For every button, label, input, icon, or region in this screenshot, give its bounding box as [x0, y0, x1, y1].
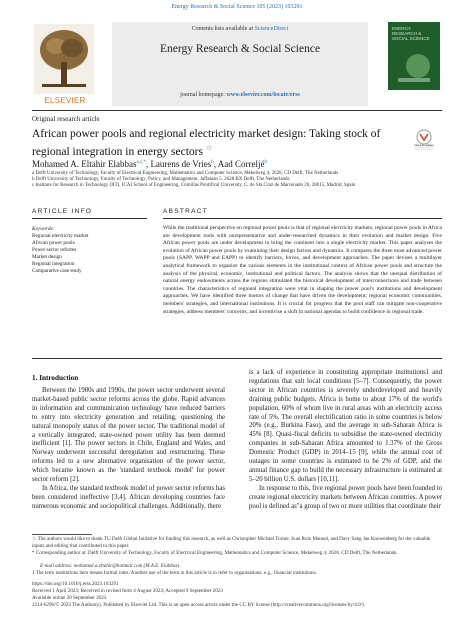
received-dates: Received 1 April 2023; Received in revised form 4 August 2023; Accepted 9 September 2023 — [32, 588, 223, 594]
right-column — [249, 369, 442, 512]
cover-title: ENERGY RESEARCH & SOCIAL SCIENCE — [392, 26, 430, 41]
keyword: African power pools — [32, 240, 75, 246]
paragraph: Between the 1980s and 1990s, the power sector underwent several market-based public sector reforms across the globe. Rapid advances in information and communication technology have reduced barriers to entry into electricity generation and retailing, questioning the natural monopoly status of the power sector. The traditional model of a vertically integrated, state-owned power utility has been deemed inefficient [1]. The power sectors in Chile, England and Wales, and Norway underwent successful deregulation and restructuring. These reforms led to a new alternative organisation of the power sector, which became known as the 'standard textbook model' for power sector reform [2]. — [32, 387, 225, 484]
author-name: Laurens de Vries — [150, 159, 212, 169]
author-name: Mohamed A. Eltahir Elabbas — [32, 159, 137, 169]
keywords-block — [32, 226, 142, 275]
doi-link[interactable]: https://doi.org/10.1016/j.erss.2023.103291 — [32, 581, 119, 587]
keyword: Regional integration — [32, 261, 75, 267]
abstract-end-rule — [32, 358, 442, 359]
article-title: African power pools and regional electricity market design: Taking stock of regional integration in energy sectors ☆ — [32, 128, 381, 158]
author-name: Aad Correljé — [217, 159, 265, 169]
license-text: 2214-6296/© 2023 The Author(s). Published by Elsevier Ltd. This is an open access article under the CC BY license (http://creativecommons.org/licenses/by/4.0/). — [32, 602, 366, 608]
footnote: ☆ The authors would like to thank TU Delft Global Initiative for funding this research, as well as Christopher Michael Turner, Ivan Ruiz Manuel, and Davy Sang Jae Knowenberg for the valuable inputs and editing that contributed to this paper. — [32, 536, 431, 549]
affiliation: c Institute for Research in Technology (IIT), ICAI School of Engineering, Comillas Pontifical University, C. de Sta Cruz de Marcenado 26, 28015, Madrid, Spain — [32, 183, 356, 188]
keyword: Power sector reforms — [32, 247, 77, 253]
header-rule — [32, 110, 442, 111]
abstract-text: While the traditional perspective on regional power pools is that of regional electricity markets, regional power pools in Africa are development tools with unrepresentative and under-researched dynamics in their evolution and market design. Five African power pools are under development to bring the continent into a single electricity market. This paper analyses the evolution of African power pools by examining their design factors and dynamics. It compares the three most advanced power pools (SAPP, WAPP and EAPP) to identify barriers, forces, and development approaches. The paper devises a multilayer analytical framework to organize the various elements in the institutional context of African power pools and structure the analysis of the physical, economic, institutional and political factors. The analysis shows that the unequal distribution of natural energy endowments across the regions stimulated the historical development of interconnections and trade between countries. The characteristics of regional integration were vital in shaping the power pool's institutions and development approaches. We have identified three motors of change that have driven the development; regional economic communities, members' strategies, and international institutions. It is crucial for progress that the pool staff can mitigate non-cooperative strategies, address members' concerns, and incentivise a shift in national agendas to build confidence in regional trade. — [163, 225, 442, 315]
check-updates-icon — [411, 128, 437, 152]
author-list: Mohamed A. Eltahir Elabbas$^{a,c,*}$, Laurens de Vries$^b$, Aad Correljé$^b$ — [32, 159, 267, 169]
article-info-heading: ARTICLE INFO — [32, 208, 93, 215]
footnote-rule — [32, 534, 92, 535]
abstract-heading: ABSTRACT — [163, 208, 209, 215]
check-for-updates-badge[interactable]: Check for updates — [411, 128, 437, 152]
affiliation: a Delft University of Technology, Faculty of Electrical Engineering, Mathematics and Computer Science, Mekelweg 4, 2628, CD Delft, The Netherlands — [32, 171, 339, 176]
footnote: 1 The term institutions here means formal rules. Another use of the term in this article is to refer to organisations, e.g., financial institutions. — [32, 570, 317, 576]
keyword: Market design — [32, 254, 62, 260]
author-marks[interactable]: b — [264, 160, 267, 165]
paragraph: In Africa, the standard textbook model of power sector reforms has been considered ineffective [3,4]. African developing countries face numerous economic and sociopolitical challenges. Additionally, there — [32, 484, 225, 510]
journal-cover-image — [388, 22, 440, 90]
available-online: Available online 20 September 2023 — [32, 595, 107, 601]
section-heading: 1. Introduction — [32, 374, 79, 382]
homepage-link[interactable]: www.elsevier.com/locate/erss — [226, 92, 300, 98]
journal-title: Energy Research & Social Science — [159, 43, 321, 55]
footnote: * Corresponding author at: Delft University of Technology, Faculty of Electrical Engineering, Mathematics and Computer Science, Mekelweg 4, 2628, CD Delft, The Netherlands. — [32, 550, 398, 556]
sciencedirect-link[interactable]: ScienceDirect — [254, 26, 289, 32]
paragraph: is a lack of experience in constituting appropriate institutions1 and regulations that suit local conditions [5–7]. Consequently, the power sector in African countries is severely underdeveloped and heavily draining public budgets. Africa is home to about 17% of the world's population, 60% of whom live in rural areas with an electricity access rate of 5%. The overall electrification ratio in some countries is below 20% (e.g., Burkina Faso), and the average in sub-Saharan Africa is 45% [8]. Quasi-fiscal deficits to subsidise the state-owned electricity companies in sub-Saharan Africa amounted to 1.37% of the Gross Domestic Product (GDP) in 2014–15 [9], while the annual cost of outages in some countries is estimated to be 2% of GDP, and the annual finance gap to build the necessary infrastructure is estimated at 5–20 billion U.S. dollars [10,11]. — [249, 369, 442, 483]
article-type: Original research article — [32, 115, 100, 123]
author-marks[interactable]: b — [211, 160, 214, 165]
affiliation: b Delft University of Technology, Faculty of Technology, Policy, and Management, Jaffalaan 5, 2628 BX Delft, The Netherlands — [32, 177, 290, 182]
homepage-line: journal homepage: www.elsevier.com/locate/erss — [180, 92, 300, 98]
left-column — [32, 387, 225, 512]
publisher-name: ELSEVIER — [44, 96, 86, 105]
title-footnote-mark[interactable]: ☆ — [205, 144, 213, 152]
keywords-label: Keywords: — [32, 226, 55, 232]
contents-line: Contents lists available at ScienceDirect — [191, 26, 289, 32]
journal-banner — [32, 22, 442, 108]
email-footnote[interactable]: E-mail address: mohamed.a.eltahir@hotmail.com (M.A.E. Elabbas). — [40, 563, 181, 569]
abstract-rule — [163, 218, 442, 219]
article-info-rule — [32, 218, 147, 219]
elsevier-tree-logo — [34, 24, 94, 94]
journal-header-box — [112, 22, 368, 106]
author-marks[interactable]: a,c,* — [136, 160, 146, 165]
paragraph: In response to this, five regional power pools have been founded to create regional electricity markets between African countries. A power pool is defined as"a group of two or more utilities that coordinate their — [249, 484, 442, 510]
keyword: Regional electricity market — [32, 233, 89, 239]
keyword: Comparative case study — [32, 268, 82, 274]
running-head[interactable]: Energy Research & Social Science 105 (2023) 103291 — [171, 4, 303, 10]
